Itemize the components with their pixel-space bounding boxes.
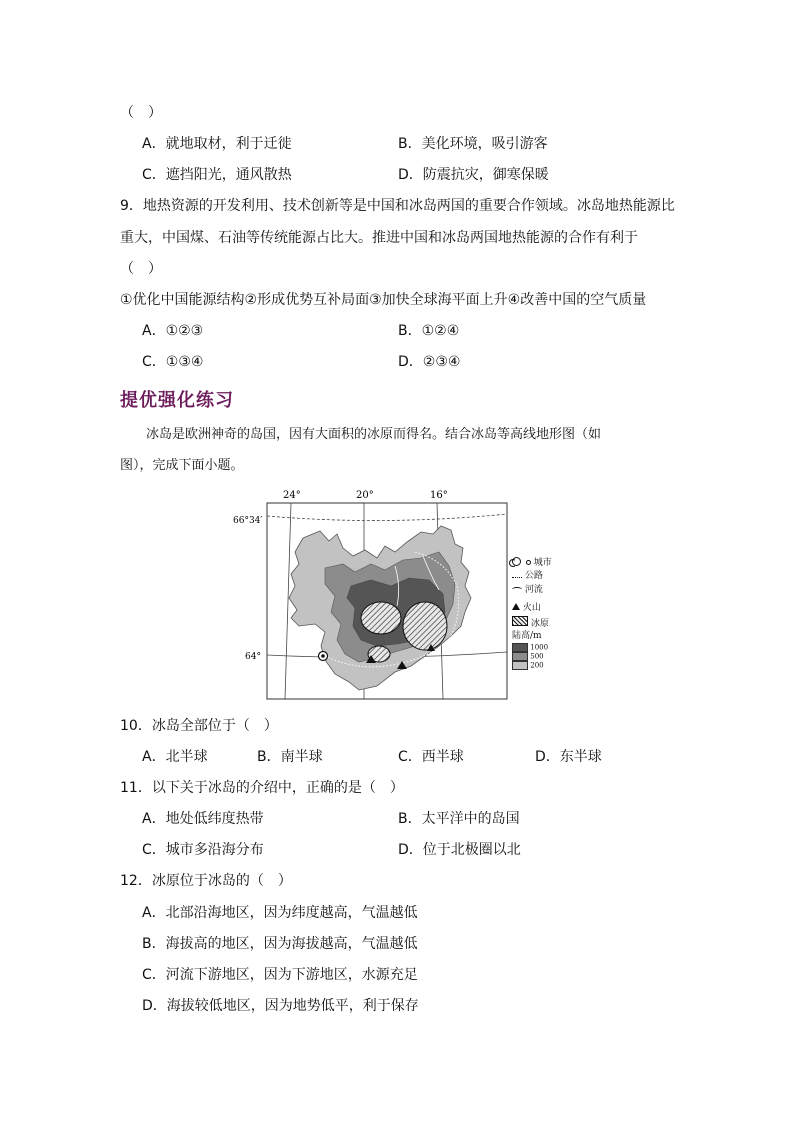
q10-option-d[interactable]: D．东半球 — [535, 749, 602, 765]
legend-volcano — [512, 602, 572, 616]
q11-stem: 11．以下关于冰岛的介绍中，正确的是（ ） — [120, 780, 404, 796]
glacier-langjokull — [361, 602, 401, 634]
lat-label-64: 64° — [245, 652, 261, 662]
intro-line1: 冰岛是欧洲神奇的岛国，因有大面积的冰原而得名。结合冰岛等高线地形图（如 — [146, 427, 602, 442]
legend-city-label: 城市 — [533, 558, 552, 568]
city-dot — [321, 654, 325, 658]
q8-option-a[interactable]: A．就地取材，利于迁徙 — [142, 136, 292, 152]
q9-option-a[interactable]: A．①②③ — [142, 323, 204, 339]
glacier-legend-icon — [512, 616, 528, 626]
legend-road — [512, 570, 572, 584]
q9-stem-line2: 重大，中国煤、石油等传统能源占比大。推进中国和冰岛两国地热能源的合作有利于 — [120, 230, 638, 246]
lat-label-arctic-circle: 66°34′ — [233, 516, 263, 526]
q11-option-b[interactable]: B．太平洋中的岛国 — [398, 811, 520, 827]
lon-label-24: 24° — [283, 490, 301, 501]
q10-option-b[interactable]: B．南半球 — [257, 749, 323, 765]
legend-city — [512, 556, 572, 570]
meridian-24 — [285, 503, 291, 699]
q9-paren: （ ） — [120, 261, 162, 277]
town-legend-icon — [526, 560, 531, 565]
volcano-legend-icon — [512, 603, 520, 610]
q9-statements: ①优化中国能源结构②形成优势互补局面③加快全球海平面上升④改善中国的空气质量 — [120, 292, 647, 308]
q11-option-d[interactable]: D．位于北极圈以北 — [398, 842, 521, 858]
city-legend-icon — [512, 557, 521, 566]
q9-option-b[interactable]: B．①②④ — [398, 323, 460, 339]
q10-option-c[interactable]: C．西半球 — [398, 749, 464, 765]
q9-stem-line1: 9．地热资源的开发利用、技术创新等是中国和冰岛两国的重要合作领域。冰岛地热能源比 — [120, 198, 675, 214]
glacier-vatnajokull — [403, 602, 447, 650]
q8-paren: （ ） — [120, 105, 162, 121]
legend-panel — [512, 556, 572, 670]
q12-option-d[interactable]: D．海拔较低地区，因为地势低平，利于保存 — [142, 998, 419, 1014]
q10-stem: 10．冰岛全部位于（ ） — [120, 718, 278, 734]
iceland-contour-map — [225, 486, 515, 702]
q11-option-c[interactable]: C．城市多沿海分布 — [142, 842, 264, 858]
q9-option-c[interactable]: C．①③④ — [142, 354, 204, 370]
legend-river — [512, 584, 572, 602]
legend-glacier — [512, 616, 572, 630]
elevation-swatch-high — [512, 643, 528, 652]
lon-label-20: 20° — [356, 490, 374, 501]
road-legend-icon — [512, 577, 522, 578]
legend-elevation-title: 陆高/m — [512, 631, 542, 641]
section-title: 提优强化练习 — [120, 390, 234, 411]
legend-road-label: 公路 — [524, 571, 543, 581]
legend-volcano-label: 火山 — [522, 603, 541, 613]
elevation-swatch-low — [512, 661, 528, 670]
q12-option-c[interactable]: C．河流下游地区，因为下游地区，水源充足 — [142, 967, 418, 983]
q12-stem: 12．冰原位于冰岛的（ ） — [120, 873, 292, 889]
legend-glacier-label: 冰原 — [530, 619, 549, 629]
q12-option-a[interactable]: A．北部沿海地区，因为纬度越高，气温越低 — [142, 905, 418, 921]
q11-option-a[interactable]: A．地处低纬度热带 — [142, 811, 264, 827]
elevation-swatch-mid — [512, 652, 528, 661]
river-legend-icon — [512, 587, 522, 592]
elevation-label-500: 500 — [530, 652, 544, 661]
lon-label-16: 16° — [430, 490, 448, 501]
q8-option-c[interactable]: C．遮挡阳光，通风散热 — [142, 167, 292, 183]
q10-option-a[interactable]: A．北半球 — [142, 749, 208, 765]
intro-line2: 图），完成下面小题。 — [120, 458, 244, 473]
arctic-circle-line — [267, 514, 507, 521]
elevation-label-200: 200 — [530, 661, 544, 670]
legend-river-label: 河流 — [524, 585, 543, 595]
legend-elevation-scale — [512, 643, 572, 670]
elevation-label-1000: 1000 — [530, 643, 549, 652]
q8-option-b[interactable]: B．美化环境，吸引游客 — [398, 136, 548, 152]
q9-option-d[interactable]: D．②③④ — [398, 354, 461, 370]
q12-option-b[interactable]: B．海拔高的地区，因为海拔越高，气温越低 — [142, 936, 418, 952]
q8-option-d[interactable]: D．防震抗灾，御寒保暖 — [398, 167, 549, 183]
